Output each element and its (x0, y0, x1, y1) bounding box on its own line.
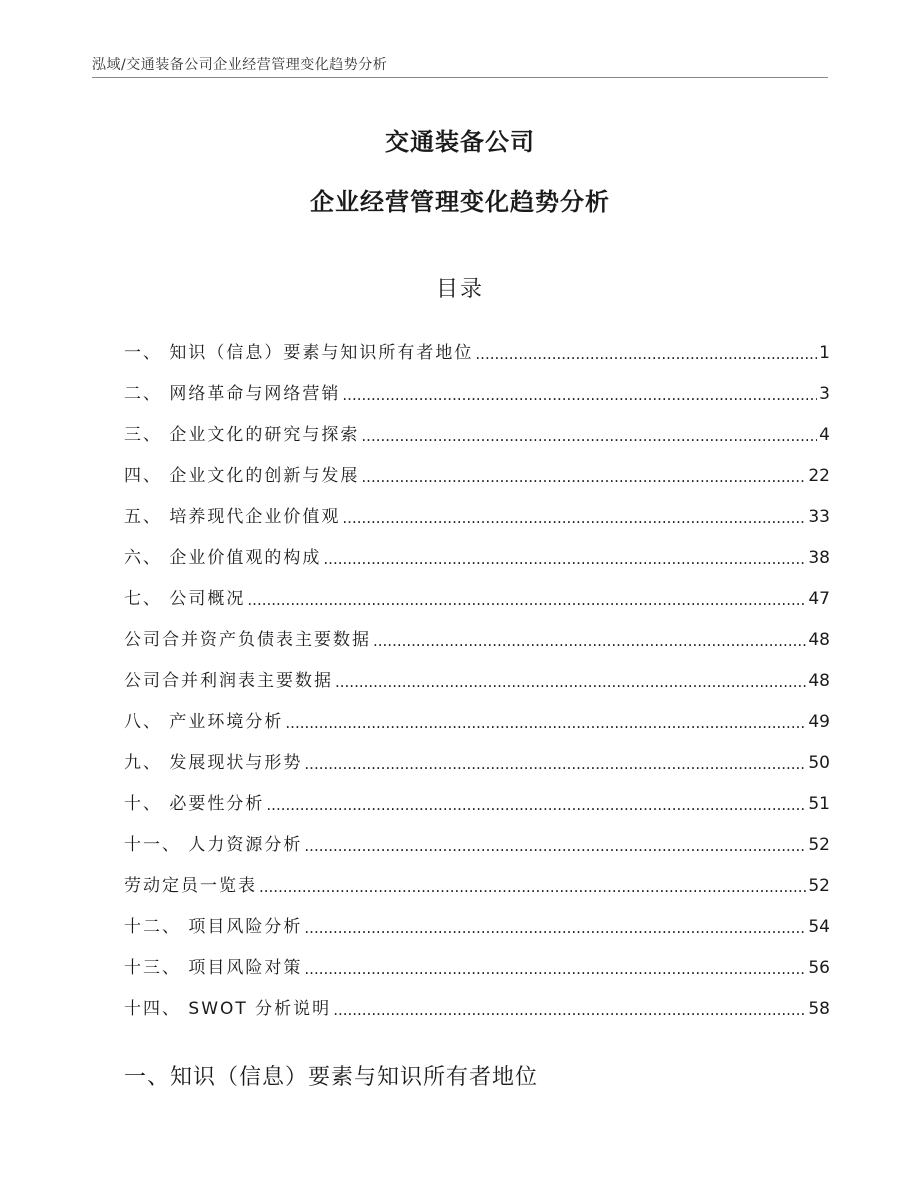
toc-entry[interactable] (124, 978, 830, 1019)
toc-entry-label: 三、 企业文化的研究与探索 (124, 425, 360, 445)
toc-entry[interactable] (124, 773, 830, 814)
toc-entry[interactable] (124, 609, 830, 650)
toc-entry-label: 十、 必要性分析 (124, 794, 265, 814)
toc-entry-label: 十一、 人力资源分析 (124, 835, 303, 855)
toc-entry-page: 52 (808, 835, 830, 855)
toc-entry[interactable] (124, 527, 830, 568)
toc-entry-page: 50 (808, 753, 830, 773)
header-divider (92, 77, 828, 78)
toc-leader-dots (333, 1001, 806, 1019)
toc-entry[interactable] (124, 937, 830, 978)
toc-entry-page: 48 (808, 671, 830, 691)
document-title-line2: 企业经营管理变化趋势分析 (310, 188, 610, 216)
toc-leader-dots (335, 673, 806, 691)
toc-entry-page: 3 (819, 384, 830, 404)
toc-entry[interactable] (124, 691, 830, 732)
toc-entry-page: 4 (819, 425, 830, 445)
toc-entry-page: 22 (808, 466, 830, 486)
toc-entry-page: 48 (808, 630, 830, 650)
toc-entry-label: 公司合并利润表主要数据 (124, 671, 333, 691)
table-of-contents (124, 322, 830, 1019)
toc-entry-page: 47 (808, 589, 830, 609)
toc-entry[interactable] (124, 322, 830, 363)
toc-entry[interactable] (124, 486, 830, 527)
toc-leader-dots (373, 632, 806, 650)
toc-entry[interactable] (124, 650, 830, 691)
toc-leader-dots (247, 591, 806, 609)
toc-entry[interactable] (124, 732, 830, 773)
toc-leader-dots (342, 509, 806, 527)
toc-entry[interactable] (124, 896, 830, 937)
toc-entry-page: 51 (808, 794, 830, 814)
toc-leader-dots (342, 386, 817, 404)
toc-entry-label: 五、 培养现代企业价值观 (124, 507, 341, 527)
toc-leader-dots (323, 550, 806, 568)
toc-entry-page: 49 (808, 712, 830, 732)
toc-leader-dots (304, 755, 806, 773)
toc-entry-page: 38 (808, 548, 830, 568)
toc-entry[interactable] (124, 814, 830, 855)
toc-entry-label: 十二、 项目风险分析 (124, 917, 303, 937)
toc-entry[interactable] (124, 855, 830, 896)
document-title-line1: 交通装备公司 (385, 128, 535, 156)
toc-entry[interactable] (124, 404, 830, 445)
toc-entry[interactable] (124, 568, 830, 609)
toc-entry-page: 54 (808, 917, 830, 937)
toc-entry-label: 十三、 项目风险对策 (124, 958, 303, 978)
toc-entry-label: 劳动定员一览表 (124, 876, 257, 896)
toc-entry-label: 公司合并资产负债表主要数据 (124, 630, 371, 650)
toc-entry-label: 十四、 SWOT 分析说明 (124, 999, 332, 1019)
toc-entry-page: 52 (808, 876, 830, 896)
toc-leader-dots (475, 345, 817, 363)
section-heading: 一、知识（信息）要素与知识所有者地位 (124, 1065, 539, 1090)
toc-leader-dots (304, 960, 806, 978)
toc-leader-dots (259, 878, 806, 896)
toc-entry-label: 八、 产业环境分析 (124, 712, 284, 732)
toc-leader-dots (266, 796, 806, 814)
toc-entry-label: 四、 企业文化的创新与发展 (124, 466, 360, 486)
toc-entry-page: 56 (808, 958, 830, 978)
toc-leader-dots (361, 427, 817, 445)
toc-leader-dots (361, 468, 806, 486)
toc-leader-dots (304, 837, 806, 855)
toc-entry[interactable] (124, 445, 830, 486)
toc-entry-label: 九、 发展现状与形势 (124, 753, 303, 773)
toc-entry-label: 一、 知识（信息）要素与知识所有者地位 (124, 343, 474, 363)
toc-heading: 目录 (435, 277, 484, 302)
toc-entry-page: 33 (808, 507, 830, 527)
toc-entry-page: 58 (808, 999, 830, 1019)
toc-leader-dots (304, 919, 806, 937)
toc-leader-dots (285, 714, 806, 732)
running-header: 泓域/交通装备公司企业经营管理变化趋势分析 (92, 57, 388, 73)
toc-entry-label: 六、 企业价值观的构成 (124, 548, 322, 568)
toc-entry-page: 1 (819, 343, 830, 363)
toc-entry[interactable] (124, 363, 830, 404)
toc-entry-label: 七、 公司概况 (124, 589, 246, 609)
toc-entry-label: 二、 网络革命与网络营销 (124, 384, 341, 404)
